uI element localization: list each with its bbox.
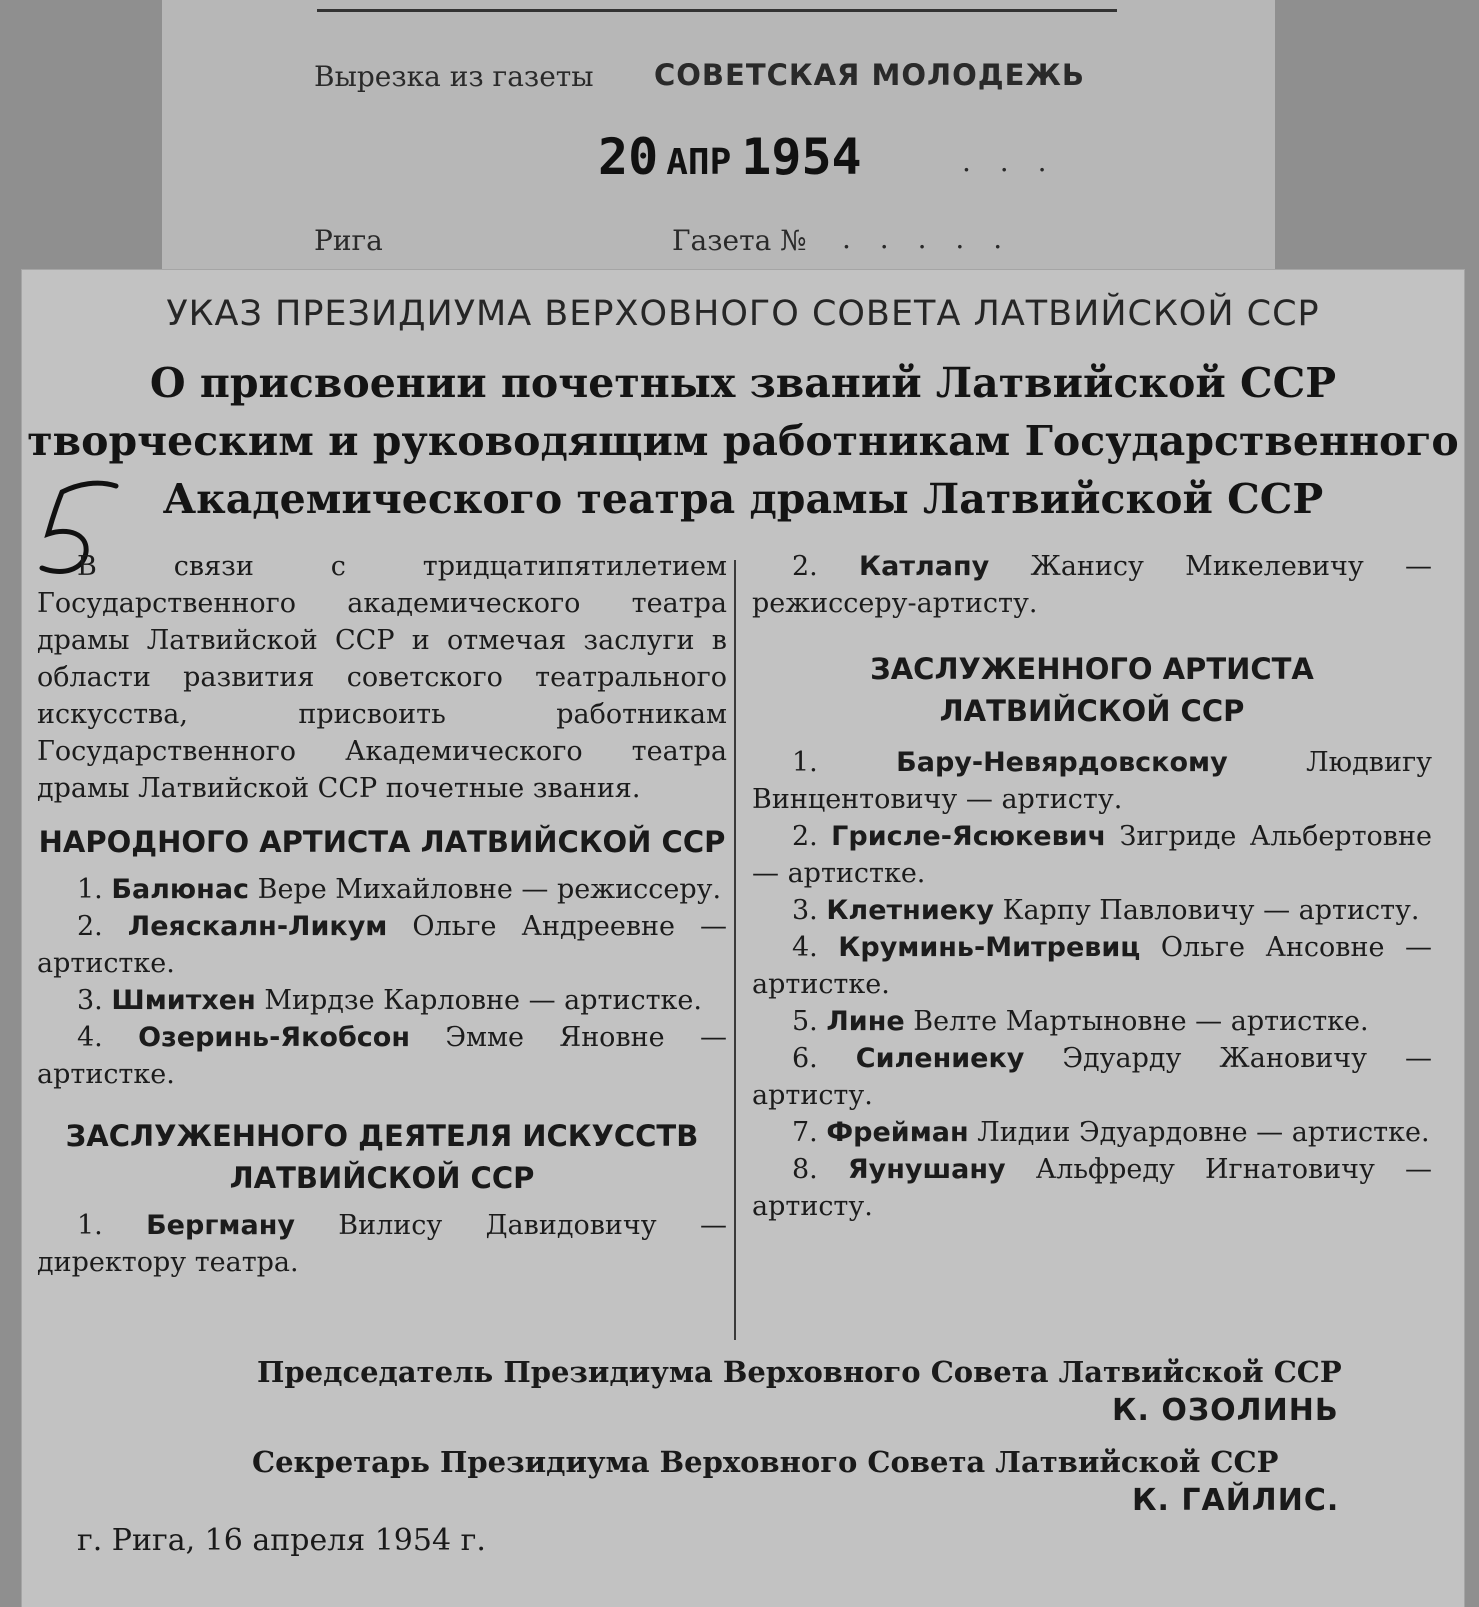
stamp-dots: . . .	[962, 145, 1057, 178]
clipping-service-card	[162, 0, 1275, 290]
list-item: 5. Лине Велте Мартыновне — артистке.	[792, 1006, 1369, 1037]
right-column	[752, 548, 1432, 1225]
list-item: 6. Силениеку Эдуарду Жановичу — артисту.	[752, 1043, 1432, 1111]
issue-dots: . . . . .	[842, 222, 1013, 255]
header-rule	[317, 9, 1117, 12]
section-heading-peoples-artist: НАРОДНОГО АРТИСТА ЛАТВИЙСКОЙ ССР	[38, 825, 726, 859]
newspaper-name: СОВЕТСКАЯ МОЛОДЕЖЬ	[654, 58, 1085, 92]
stamp-year: 1954	[741, 128, 862, 186]
newspaper-clipping	[22, 270, 1464, 1607]
subtitle-line: творческим и руководящим работникам Государственного	[27, 417, 1459, 465]
section-heading-honored-worker: ЗАСЛУЖЕННОГО ДЕЯТЕЛЯ ИСКУССТВ ЛАТВИЙСКОЙ ССР	[65, 1119, 699, 1195]
decree-title: УКАЗ ПРЕЗИДИУМА ВЕРХОВНОГО СОВЕТА ЛАТВИЙСКОЙ ССР	[166, 294, 1320, 334]
list-item: 1. Бару-Невярдовскому Людвигу Винцентовичу — артисту.	[752, 747, 1432, 815]
stamp-month: АПР	[666, 142, 732, 183]
list-item: 1. Бергману Вилису Давидовичу — директору театра.	[37, 1210, 727, 1278]
list-item: 2. Леяскалн-Ликум Ольге Андреевне — артистке.	[37, 911, 727, 979]
honored-worker-list-part1	[37, 1207, 727, 1281]
list-item: 1. Балюнас Вере Михайловне — режиссеру.	[77, 874, 722, 905]
list-item: 4. Озеринь-Якобсон Эмме Яновне — артистке.	[37, 1022, 727, 1090]
left-column	[37, 548, 727, 1281]
list-item: 2. Грисле-Ясюкевич Зигриде Альбертовне — артистке.	[752, 821, 1432, 889]
place-and-date: г. Рига, 16 апреля 1954 г.	[77, 1523, 486, 1558]
stamp-day: 20	[598, 128, 659, 186]
section-heading-honored-artist: ЗАСЛУЖЕННОГО АРТИСТА ЛАТВИЙСКОЙ ССР	[870, 652, 1314, 728]
peoples-artist-list	[37, 871, 727, 1093]
chairman-name: К. ОЗОЛИНЬ	[1112, 1393, 1339, 1428]
list-item: 3. Клетниеку Карпу Павловичу — артисту.	[792, 895, 1420, 926]
intro-paragraph: В связи с тридцатипятилетием Государственного академического театра драмы Латвийской ССР и отмечая заслуги в области развития советского театрального искусства, присвоить работникам Государственного Академического театра драмы Латвийской ССР почетные звания.	[37, 551, 727, 804]
list-item: 4. Круминь-Митревиц Ольге Ансовне — артистке.	[752, 932, 1432, 1000]
subtitle-line: О присвоении почетных званий Латвийской ССР	[149, 359, 1337, 407]
secretary-title: Секретарь Президиума Верховного Совета Латвийской ССР	[252, 1445, 1279, 1479]
issue-label: Газета №	[672, 224, 807, 257]
honored-artist-list	[752, 744, 1432, 1225]
column-divider	[734, 560, 736, 1340]
list-item: 8. Яунушану Альфреду Игнатовичу — артисту.	[752, 1154, 1432, 1222]
chairman-title: Председатель Президиума Верховного Совета Латвийской ССР	[257, 1355, 1342, 1389]
clipping-city: Рига	[314, 224, 383, 257]
decree-subtitle	[22, 354, 1464, 528]
list-item: 3. Шмитхен Мирдзе Карловне — артистке.	[77, 985, 702, 1016]
list-item: 2. Катлапу Жанису Микелевичу — режиссеру-артисту.	[752, 551, 1432, 619]
date-stamp	[598, 128, 862, 186]
honored-worker-list-part2	[752, 548, 1432, 622]
subtitle-line: Академического театра драмы Латвийской ССР	[162, 475, 1324, 523]
list-item: 7. Фрейман Лидии Эдуардовне — артистке.	[792, 1117, 1430, 1148]
clipping-label: Вырезка из газеты	[314, 60, 594, 93]
secretary-name: К. ГАЙЛИС.	[1132, 1483, 1340, 1518]
